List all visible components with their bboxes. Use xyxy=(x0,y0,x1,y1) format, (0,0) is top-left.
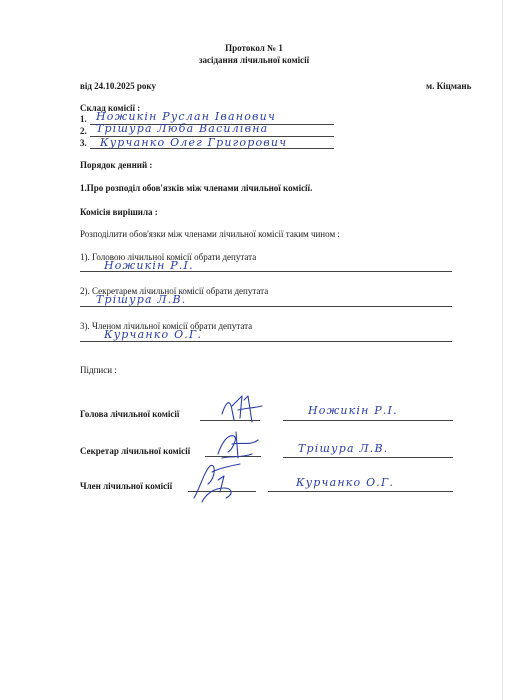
signature-2-scribble xyxy=(212,428,264,462)
signature-1-role: Голова лічильної комісії xyxy=(80,409,180,419)
signature-1-name: Ножикін Р.І. xyxy=(308,404,398,417)
member-2-handwritten: Трішура Люба Василівна xyxy=(96,122,269,135)
role-2-label: 2). Секретарем лічильної комісії обрати депутата xyxy=(80,286,269,296)
decision-text: Розподілити обов'язки між членами лічильної комісії таким чином : xyxy=(80,229,340,239)
role-3-label: 3). Членом лічильної комісії обрати депутата xyxy=(80,321,253,331)
member-1-number: 1. xyxy=(80,114,87,124)
signature-2-name: Трішура Л.В. xyxy=(298,442,389,455)
signature-3-name-line xyxy=(268,491,453,492)
member-1-handwritten: Ножикін Руслан Іванович xyxy=(96,110,276,123)
agenda-item: 1.Про розподіл обов'язків між членами лічильної комісії. xyxy=(80,183,313,193)
signature-2-name-line xyxy=(283,457,453,458)
role-2-line xyxy=(80,306,452,307)
member-2-number: 2. xyxy=(80,126,87,136)
member-3-number: 3. xyxy=(80,138,87,148)
signature-1-name-line xyxy=(283,420,453,421)
role-3-handwritten: Курчанко О.Г. xyxy=(104,328,203,341)
role-1-handwritten: Ножикін Р.І. xyxy=(104,259,194,272)
signature-1-scribble xyxy=(218,392,268,426)
role-3-line xyxy=(80,341,452,342)
role-1-label: 1). Головою лічильної комісії обрати депутата xyxy=(80,252,257,262)
role-2-handwritten: Трішура Л.В. xyxy=(96,293,187,306)
page-edge xyxy=(502,0,503,700)
agenda-heading: Порядок денний : xyxy=(80,160,153,170)
member-3-handwritten: Курчанко Олег Григорович xyxy=(100,136,288,149)
document-subtitle: засідання лічильної комісії xyxy=(198,55,310,65)
signature-2-role: Секретар лічильної комісії xyxy=(80,446,191,456)
role-1-line xyxy=(80,271,452,272)
decision-heading: Комісія вирішила : xyxy=(80,207,158,217)
document-title: Протокол № 1 xyxy=(225,43,283,53)
signature-3-role: Член лічильної комісії xyxy=(80,481,173,491)
signature-3-name: Курчанко О.Г. xyxy=(296,476,395,489)
protocol-date: від 24.10.2025 року xyxy=(80,81,156,91)
composition-heading: Склад комісії : xyxy=(80,103,141,113)
signature-3-scribble xyxy=(190,458,252,508)
signatures-heading: Підписи : xyxy=(80,365,117,375)
protocol-place: м. Кіцмань xyxy=(426,81,472,91)
